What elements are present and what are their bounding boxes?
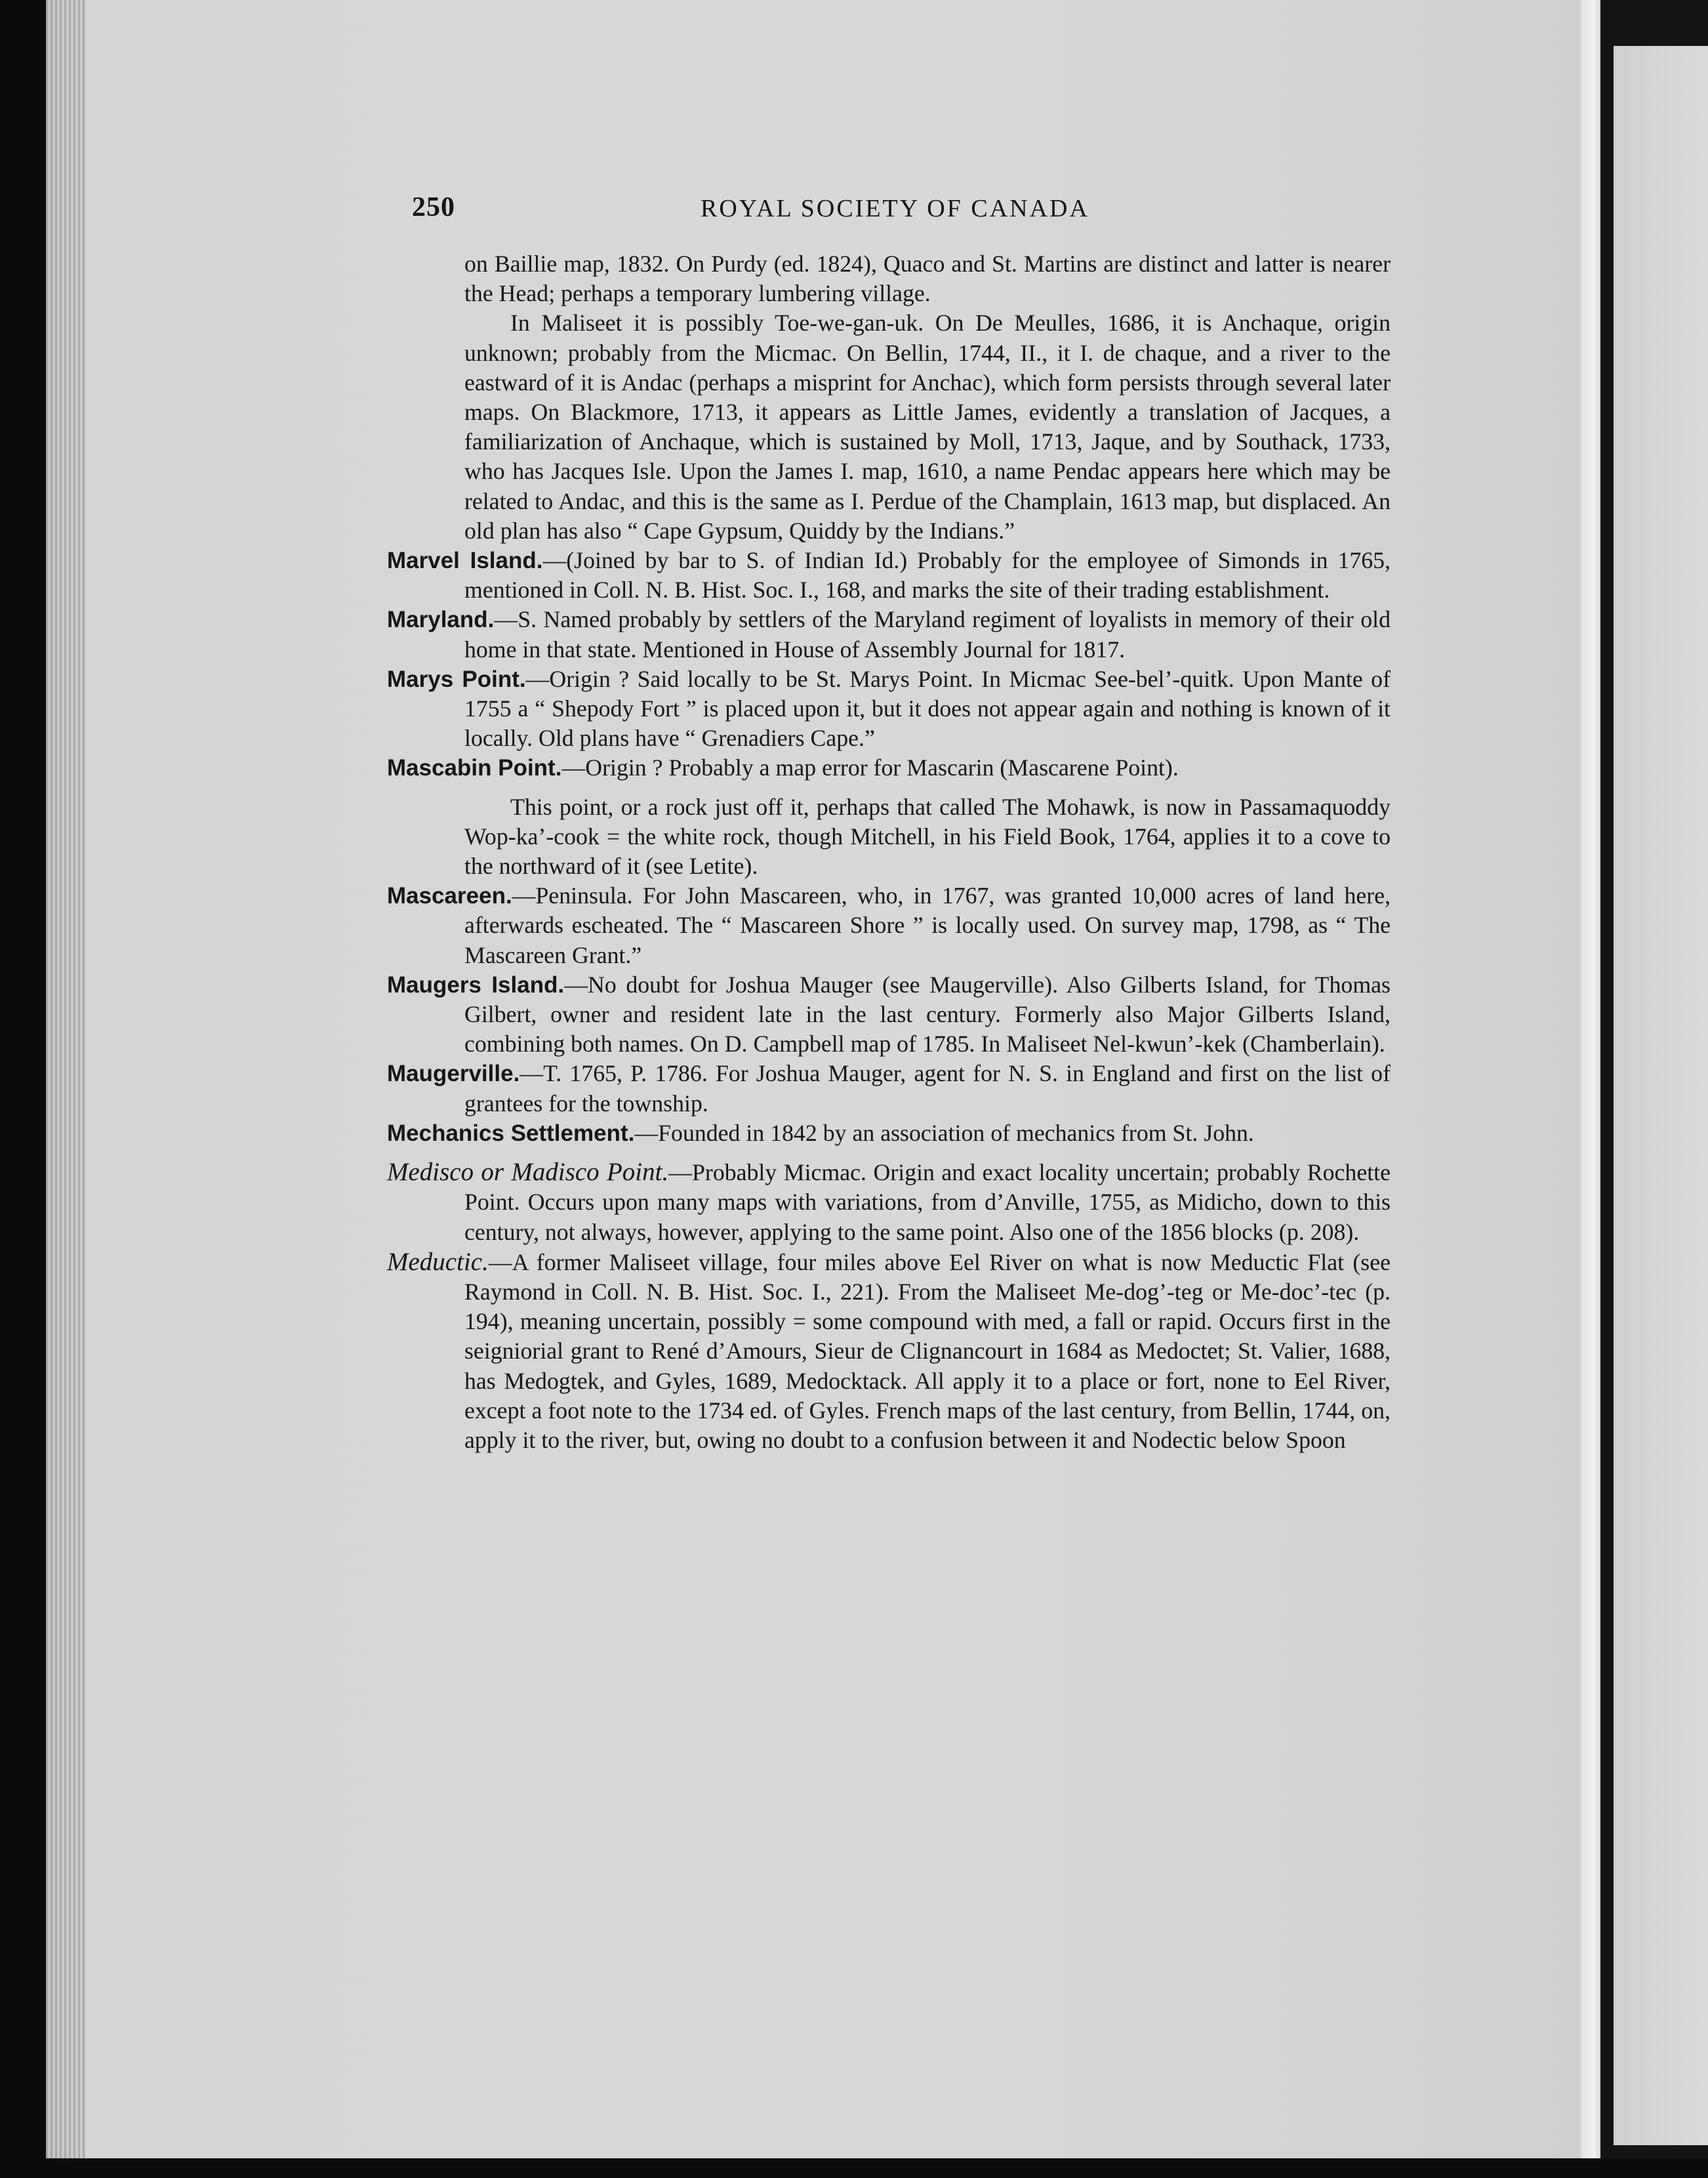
dictionary-entry: Marvel Island.—(Joined by bar to S. of Indian Id.) Probably for the employee of Simonds in 1765, mentioned in Coll. N. B. Hist. Soc. I., 168, and marks the site of their trading establishment. bbox=[387, 547, 1391, 604]
page-header bbox=[412, 192, 1396, 231]
dictionary-entry: Meductic.—A former Maliseet village, four miles above Eel River on what is now Meductic Flat (see Raymond in Coll. N. B. Hist. Soc. I., 221). From the Maliseet Me-dog’-teg or Me-doc’-tec (p. 194), meaning uncertain, possibly = some compound with med, a fall or rapid. Occurs first in the seigniorial grant to René d’Amours, Sieur de Clignancourt in 1684 as Medoctet; St. Valier, 1688, has Medogtek, and Gyles, 1689, Medocktack. All apply it to a place or fort, none to Eel River, except a foot note to the 1734 ed. of Gyles. French maps of the last century, from Bellin, 1744, on, apply it to the river, but, owing no doubt to a confusion between it and Nodectic below Spoon bbox=[387, 1247, 1391, 1453]
body-text bbox=[387, 249, 1391, 1455]
entry-headword: Maugerville. bbox=[387, 1061, 520, 1087]
paragraph: on Baillie map, 1832. On Purdy (ed. 1824), Quaco and St. Martins are distinct and latter is nearer the Head; perhaps a temporary lumbering village. bbox=[464, 251, 1391, 307]
entry-headword: Mascareen. bbox=[387, 883, 512, 909]
paragraph: In Maliseet it is possibly Toe-we-gan-uk. On De Meulles, 1686, it is Anchaque, origin unknown; probably from the Micmac. On Bellin, 1744, II., it I. de chaque, and a river to the eastward of it is Andac (perhaps a misprint for Anchac), which form persists through several later maps. On Blackmore, 1713, it appears as Little James, evidently a translation of Jacques, a familiarization of Anchaque, which is sustained by Moll, 1713, Jaque, and by Southack, 1733, who has Jacques Isle. Upon the James I. map, 1610, a name Pendac appears here which may be related to Andac, and this is the same as I. Perdue of the Champlain, 1613 map, but displaced. An old plan has also “ Cape Gypsum, Quiddy by the Indians.” bbox=[464, 310, 1391, 544]
page-stack-edge bbox=[46, 0, 85, 2178]
entry-headword: Mechanics Settlement. bbox=[387, 1120, 635, 1146]
dictionary-entry: Maugerville.—T. 1765, P. 1786. For Joshua Mauger, agent for N. S. in England and first on the list of grantees for the township. bbox=[387, 1060, 1391, 1117]
entry-headword: Maugers Island. bbox=[387, 972, 565, 998]
running-head: ROYAL SOCIETY OF CANADA bbox=[701, 195, 1089, 222]
page-number: 250 bbox=[412, 192, 455, 222]
paragraph: This point, or a rock just off it, perhaps that called The Mohawk, is now in Passamaquoddy Wop-ka’-cook = the white rock, though Mitchell, in his Field Book, 1764, applies it to a cove to the northward of it (see Letite). bbox=[464, 793, 1391, 880]
entry-headword: Mascabin Point. bbox=[387, 755, 562, 781]
dictionary-entry: Medisco or Madisco Point.—Probably Micmac. Origin and exact locality uncertain; probably Rochette Point. Occurs upon many maps with variations, from d’Anville, 1755, as Midicho, down to this century, not always, however, applying to the same point. Also one of the 1856 blocks (p. 208). bbox=[387, 1158, 1391, 1245]
dictionary-entry: Maugers Island.—No doubt for Joshua Mauger (see Maugerville). Also Gilberts Island, for Thomas Gilbert, owner and resident late in the last century. Formerly also Major Gilberts Island, combining both names. On D. Campbell map of 1785. In Maliseet Nel-kwun’-kek (Chamberlain). bbox=[387, 971, 1391, 1058]
entry-headword: Maryland. bbox=[387, 607, 495, 633]
dictionary-entry: Mechanics Settlement.—Founded in 1842 by an association of mechanics from St. John. bbox=[387, 1119, 1254, 1146]
dictionary-entry: Maryland.—S. Named probably by settlers of the Maryland regiment of loyalists in memory of their old home in that state. Mentioned in House of Assembly Journal for 1817. bbox=[387, 606, 1391, 663]
entry-headword: Marys Point. bbox=[387, 666, 526, 692]
dictionary-entry: Marys Point.—Origin ? Said locally to be St. Marys Point. In Micmac See-bel’-quitk. Upon Mante of 1755 a “ Shepody Fort ” is placed upon it, but it does not appear again and nothing is known of it locally. Old plans have “ Grenadiers Cape.” bbox=[387, 665, 1391, 752]
entry-headword-italic: Meductic. bbox=[387, 1247, 489, 1276]
facing-page-edge bbox=[1614, 46, 1708, 2145]
entry-headword: Marvel Island. bbox=[387, 548, 543, 574]
dictionary-entry: Mascareen.—Peninsula. For John Mascareen, who, in 1767, was granted 10,000 acres of land here, afterwards escheated. The “ Mascareen Shore ” is locally used. On survey map, 1798, as “ The Mascareen Grant.” bbox=[387, 882, 1391, 968]
scan-border bbox=[0, 2158, 1708, 2178]
dictionary-entry: Mascabin Point.—Origin ? Probably a map error for Mascarin (Mascarene Point). bbox=[387, 754, 1179, 781]
entry-headword-italic: Medisco or Madisco Point. bbox=[387, 1158, 669, 1187]
